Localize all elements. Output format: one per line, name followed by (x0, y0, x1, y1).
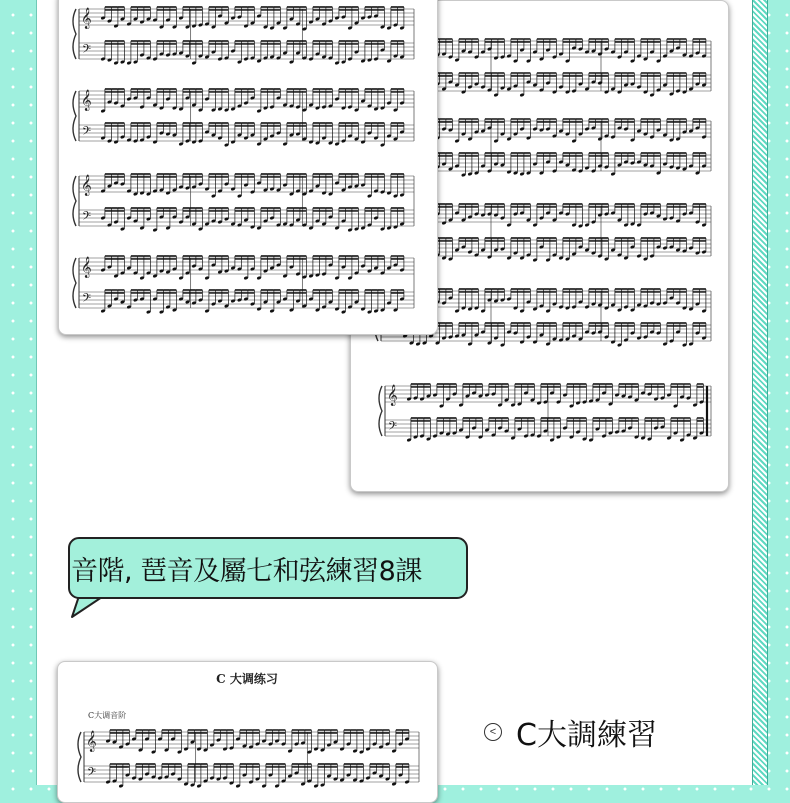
speech-bubble (68, 537, 468, 599)
svg-text:𝄢: 𝄢 (388, 420, 398, 436)
svg-text:𝄢: 𝄢 (82, 125, 92, 141)
svg-text:𝄢: 𝄢 (82, 43, 92, 59)
svg-text:𝄢: 𝄢 (82, 210, 92, 226)
chevron-left-circle-icon[interactable]: < (484, 723, 502, 741)
svg-text:𝄞: 𝄞 (81, 8, 92, 29)
svg-text:𝄞: 𝄞 (86, 731, 97, 752)
svg-text:𝄞: 𝄞 (81, 175, 92, 196)
svg-text:𝄞: 𝄞 (81, 257, 92, 278)
svg-text:𝄢: 𝄢 (82, 292, 92, 308)
lesson-banner (68, 537, 478, 619)
lesson-banner-text: 音階, 琶音及屬七和弦練習8課 (71, 555, 422, 587)
sheet-subtitle: C大调音阶 (88, 711, 127, 720)
sheet-title: C 大调练习 (216, 672, 278, 686)
svg-text:𝄞: 𝄞 (81, 90, 92, 111)
sheet-music-page-c-major (57, 661, 438, 803)
svg-text:𝄞: 𝄞 (387, 385, 398, 406)
caption[interactable] (484, 710, 657, 754)
sheet-music-page-front (58, 0, 438, 335)
caption-text: C大調練習 (516, 718, 657, 753)
sheet-music-notation (58, 662, 437, 802)
sheet-music-notation (59, 0, 437, 334)
svg-text:𝄢: 𝄢 (87, 766, 97, 782)
striped-border (752, 0, 768, 785)
